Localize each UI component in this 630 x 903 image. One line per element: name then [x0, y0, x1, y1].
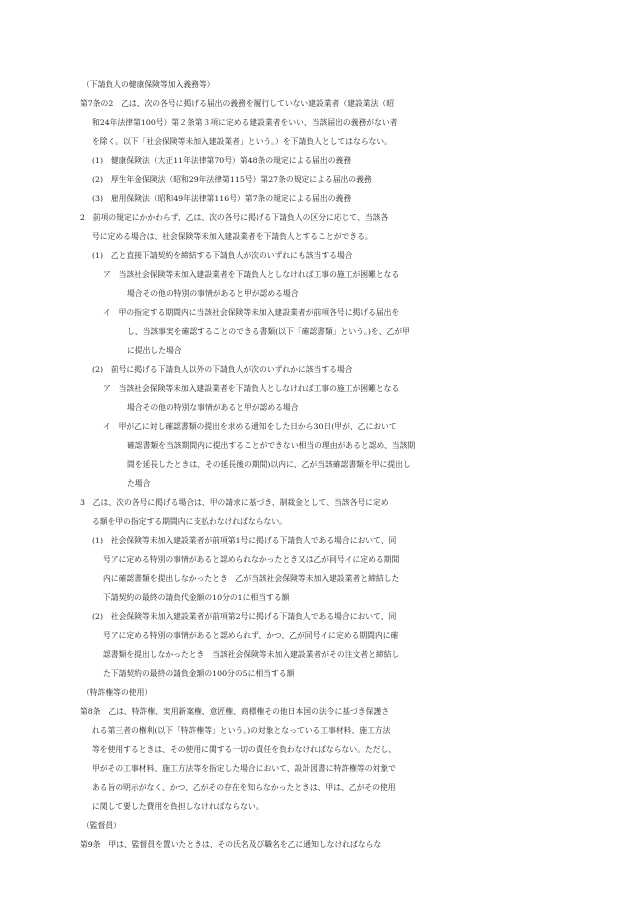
paragraph-2-subitem: イ 甲の指定する期間内に当該社会保険等未加入建設業者が前項各号に掲げる届出を — [103, 308, 400, 317]
heading-supervisor: （監督員） — [82, 821, 121, 830]
paragraph-2-subitem: 間を延長したときは、その延長後の期間)以内に、乙が当該確認書類を甲に提出し — [127, 460, 411, 469]
heading-subcontractor-insurance: （下請負人の健康保険等加入義務等） — [82, 80, 215, 89]
paragraph-3-item: 下請契約の最終の請負代金額の10分の1に相当する額 — [103, 593, 290, 602]
paragraph-3-item: た下請契約の最終の請負金額の100分の5に相当する額 — [103, 669, 295, 678]
article-9-line: 第9条 甲は、監督員を置いたときは、その氏名及び職名を乙に通知しなければならな — [80, 840, 382, 849]
article-7-2-item: (2) 厚生年金保険法（昭和29年法律第115号）第27条の規定による届出の義務 — [92, 175, 372, 184]
heading-patent-use: （特許権等の使用） — [82, 688, 153, 697]
article-8-line: に関して要した費用を負担しなければならない。 — [92, 802, 264, 811]
paragraph-2-line: 号に定める場合は、社会保険等未加入建設業者を下請負人とすることができる。 — [92, 232, 373, 241]
paragraph-2-subitem: 場合その他の特別の事情があると甲が認める場合 — [127, 289, 299, 298]
paragraph-2-subitem: 確認書類を当該期間内に提出することができない相当の理由があると認め、当該期 — [127, 441, 416, 450]
paragraph-3-item: 号アに定める特別の事情があると認められず、かつ、乙が同号イに定める期間内に確 — [103, 631, 399, 640]
article-8-line: ある旨の明示がなく、かつ、乙がその存在を知らなかったときは、甲は、乙がその使用 — [92, 783, 396, 792]
paragraph-3-item: 号アに定める特別の事情があると認められなかったとき又は乙が同号イに定める期間 — [103, 555, 400, 564]
paragraph-3-item: 内に確認書類を提出しなかったとき 乙が当該社会保険等未加入建設業者と締結した — [103, 574, 400, 583]
article-7-2-item: (3) 雇用保険法（昭和49年法律第116号）第7条の規定による届出の義務 — [92, 194, 352, 203]
article-7-2-line: 和24年法律第100号）第２条第３項に定める建設業者をいい、当該届出の義務がない者 — [92, 118, 398, 127]
article-8-line: れる第三者の権利(以下「特許権等」という。)の対象となっている工事材料、施工方法 — [92, 726, 391, 735]
paragraph-2-item: (2) 前号に掲げる下請負人以外の下請負人が次のいずれかに該当する場合 — [92, 365, 353, 374]
paragraph-2-subitem: ア 当該社会保険等未加入建設業者を下請負人としなければ工事の施工が困難となる — [103, 384, 400, 393]
paragraph-2-subitem: た場合 — [127, 479, 151, 488]
paragraph-3-item: (1) 社会保険等未加入建設業者が前項第1号に掲げる下請負人である場合において、同 — [92, 536, 397, 545]
paragraph-2-line: 2 前項の規定にかかわらず、乙は、次の各号に掲げる下請負人の区分に応じて、当該各 — [80, 213, 389, 222]
paragraph-2-subitem: 場合その他の特別な事情があると甲が認める場合 — [127, 403, 299, 412]
paragraph-2-subitem: に提出した場合 — [127, 346, 182, 355]
article-8-line: 第8条 乙は、特許権、実用新案権、意匠権、商標権その他日本国の法令に基づき保護さ — [80, 707, 390, 716]
article-7-2-line: 第7条の2 乙は、次の各号に掲げる届出の義務を履行していない建設業者（建設業法（昭 — [80, 99, 394, 108]
paragraph-3-item: 認書類を提出しなかったとき 当該社会保険等未加入建設業者がその注文者と締結し — [103, 650, 400, 659]
paragraph-2-item: (1) 乙と直接下請契約を締結する下請負人が次のいずれにも該当する場合 — [92, 251, 353, 260]
paragraph-2-subitem: イ 甲が乙に対し確認書類の提出を求める通知をした日から30日(甲が、乙において — [103, 422, 397, 431]
article-7-2-line: を除く。以下「社会保険等未加入建設業者」という。）を下請負人としてはならない。 — [92, 137, 393, 146]
article-8-line: 甲がその工事材料、施工方法等を指定した場合において、設計図書に特許権等の対象で — [92, 764, 396, 773]
paragraph-2-subitem: ア 当該社会保険等未加入建設業者を下請負人としなければ工事の施工が困難となる — [103, 270, 400, 279]
paragraph-2-subitem: し、当該事実を確認することのできる書類(以下「確認書類」という。)を、乙が甲 — [127, 327, 410, 336]
article-7-2-item: (1) 健康保険法（大正11年法律第70号）第48条の規定による届出の義務 — [92, 156, 352, 165]
paragraph-3-line: 3 乙は、次の各号に掲げる場合は、甲の請求に基づき、制裁金として、当該各号に定め — [80, 498, 389, 507]
paragraph-3-line: る額を甲の指定する期間内に支払わなければならない。 — [92, 517, 287, 526]
article-8-line: 等を使用するときは、その使用に関する一切の責任を負わなければならない。ただし、 — [92, 745, 397, 754]
paragraph-3-item: (2) 社会保険等未加入建設業者が前項第2号に掲げる下請負人である場合において、同 — [92, 612, 397, 621]
